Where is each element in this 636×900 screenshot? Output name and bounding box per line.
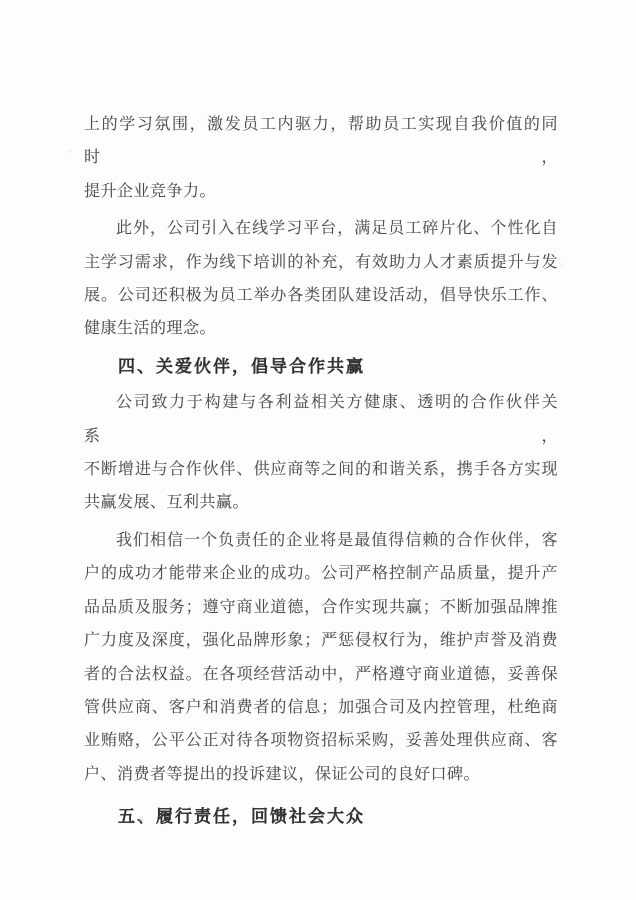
text-line: 品品质及服务；遵守商业道德，合作实现共赢；不断加强品牌推 (84, 598, 558, 616)
text-line: 业贿赂，公平公正对待各项物资招标采购，妥善处理供应商、客 (84, 732, 558, 750)
text-line: 不断增进与合作伙伴、供应商等之间的和谐关系，携手各方实现 (84, 461, 558, 479)
paragraph (84, 108, 558, 208)
scan-speck (282, 760, 285, 762)
text-line: 展。公司还积极为员工举办各类团队建设活动，倡导快乐工作、 (84, 287, 558, 305)
scan-speck (560, 263, 563, 266)
text-line: 者的合法权益。在各项经营活动中，严格遵守商业道德，妥善保 (84, 665, 558, 683)
heading-line: 五、履行责任，回馈社会大众 (118, 807, 365, 827)
paragraph (84, 524, 558, 791)
text-line: 共赢发展、互利共赢。 (84, 494, 250, 512)
text-line: 我们相信一个负责任的企业将是最值得信赖的合作伙伴，客 (116, 531, 558, 549)
text-line: 广力度及深度，强化品牌形象；严惩侵权行为，维护声誉及消费 (84, 632, 558, 650)
document-body (84, 108, 558, 837)
text-line: 上的学习氛围，激发员工内驱力，帮助员工实现自我价值的同时， (84, 116, 558, 167)
text-line: 主学习需求，作为线下培训的补充，有效助力人才素质提升与发 (84, 253, 558, 271)
text-line: 提升企业竞争力。 (84, 182, 217, 200)
heading-line: 四、关爱伙伴，倡导合作共赢 (118, 356, 365, 376)
text-line: 户、消费者等提出的投诉建议，保证公司的良好口碑。 (84, 765, 481, 783)
scan-speck (68, 150, 71, 153)
section-heading (84, 800, 558, 833)
text-line: 管供应商、客户和消费者的信息；加强合司及内控管理，杜绝商 (84, 698, 558, 716)
text-line: 此外，公司引入在线学习平台，满足员工碎片化、个性化自 (116, 220, 558, 238)
text-line: 公司致力于构建与各利益相关方健康、透明的合作伙伴关系， (84, 394, 558, 445)
text-line: 健康生活的理念。 (84, 320, 217, 338)
text-line: 户的成功才能带来企业的成功。公司严格控制产品质量，提升产 (84, 565, 558, 583)
section-heading (84, 350, 558, 383)
paragraph (84, 386, 558, 520)
paragraph (84, 212, 558, 346)
scan-speck (139, 816, 143, 823)
